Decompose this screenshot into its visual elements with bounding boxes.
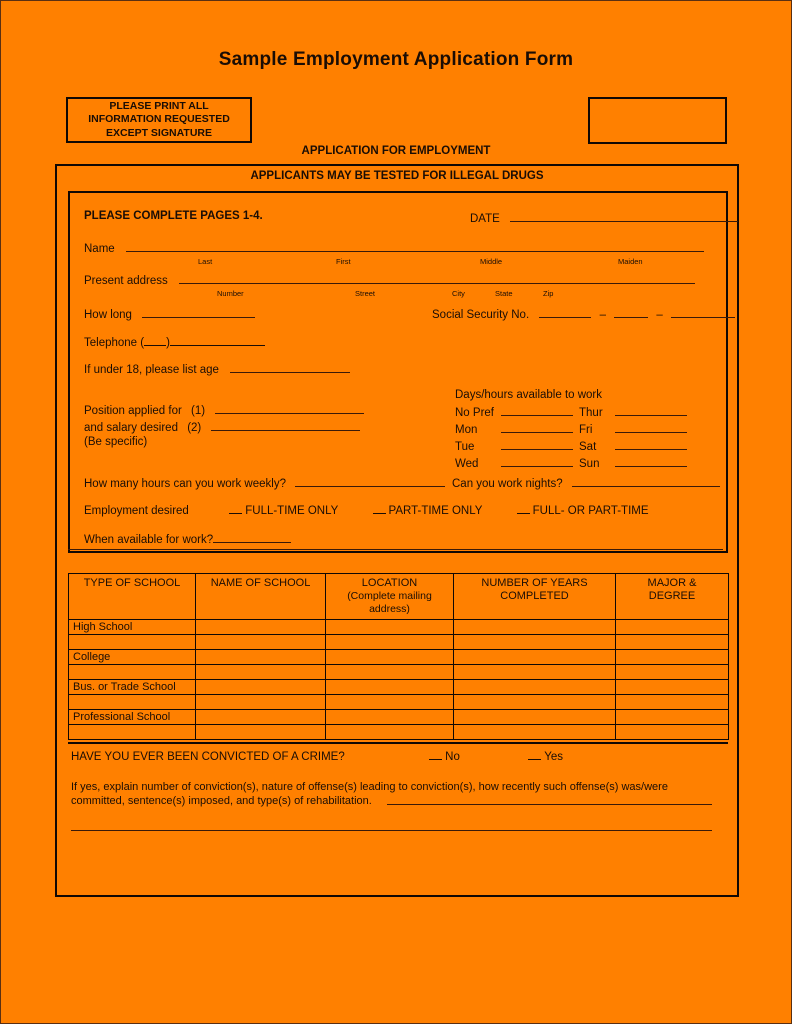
education-cell-location[interactable] (326, 620, 454, 635)
under-18-age-input[interactable] (230, 361, 350, 373)
education-row-label[interactable] (69, 695, 196, 710)
day-input-mon[interactable] (501, 421, 573, 433)
education-col-location (326, 574, 454, 620)
conviction-section-separator (68, 742, 728, 744)
date-input[interactable] (510, 210, 738, 222)
work-nights-label: Can you work nights? (452, 478, 563, 490)
education-cell-years[interactable] (454, 635, 616, 650)
day-label-no-pref: No Pref (455, 407, 494, 419)
day-label-thur: Thur (579, 407, 603, 419)
education-cell-years[interactable] (454, 710, 616, 725)
education-cell-name[interactable] (196, 710, 326, 725)
weekly-hours-label: How many hours can you work weekly? (84, 478, 286, 490)
conviction-no-checkbox[interactable] (429, 750, 442, 760)
employment-option-either-label: FULL- OR PART-TIME (532, 505, 649, 517)
education-cell-years[interactable] (454, 665, 616, 680)
employment-desired-label: Employment desired (84, 505, 189, 517)
education-col-location-subtitle: (Complete mailing address) (347, 590, 432, 615)
table-row (69, 635, 729, 650)
name-caption-middle: Middle (480, 257, 503, 266)
education-col-years-title: NUMBER OF YEARS (481, 577, 588, 589)
day-input-sun[interactable] (615, 455, 687, 467)
weekly-hours-field-group (84, 475, 445, 490)
education-cell-major[interactable] (616, 620, 729, 635)
name-field-group (84, 240, 704, 255)
education-cell-name[interactable] (196, 665, 326, 680)
address-caption-number: Number (217, 289, 244, 298)
ssn-separator-2: – (656, 309, 663, 321)
day-input-no-pref[interactable] (501, 404, 573, 416)
telephone-number-input[interactable] (170, 334, 265, 346)
table-row (69, 650, 729, 665)
personal-information-panel (68, 191, 728, 553)
education-row-label: Bus. or Trade School (69, 680, 196, 695)
education-cell-major[interactable] (616, 710, 729, 725)
education-cell-location[interactable] (326, 635, 454, 650)
education-col-major-subtitle: DEGREE (648, 590, 696, 602)
day-label-sat: Sat (579, 441, 597, 453)
education-table-body (69, 620, 729, 740)
education-cell-years[interactable] (454, 725, 616, 740)
salary-desired-row (84, 419, 360, 434)
under-18-age-label: If under 18, please list age (84, 364, 219, 376)
how-long-input[interactable] (142, 306, 255, 318)
personal-panel-bottom-rule (68, 549, 723, 550)
table-row (69, 695, 729, 710)
salary-desired-input[interactable] (211, 419, 360, 431)
education-cell-location[interactable] (326, 725, 454, 740)
education-cell-name[interactable] (196, 650, 326, 665)
name-label: Name (84, 243, 115, 255)
work-nights-input[interactable] (572, 475, 720, 487)
position-applied-number: (1) (191, 405, 206, 417)
name-caption-maiden: Maiden (618, 257, 643, 266)
education-cell-years[interactable] (454, 620, 616, 635)
page-title: Sample Employment Application Form (218, 49, 574, 70)
days-hours-title: Days/hours available to work (455, 389, 603, 401)
telephone-field-group (84, 334, 265, 349)
employment-option-full-time-checkbox[interactable] (229, 504, 242, 514)
application-for-employment-heading: APPLICATION FOR EMPLOYMENT (301, 145, 491, 157)
position-applied-row (84, 402, 364, 417)
when-available-input[interactable] (213, 531, 291, 543)
days-hours-grid (455, 404, 693, 471)
table-row (69, 665, 729, 680)
day-label-mon: Mon (455, 424, 478, 436)
days-hours-available-block (455, 388, 693, 471)
print-instructions-box (66, 97, 252, 143)
name-input[interactable] (126, 240, 704, 252)
present-address-input[interactable] (179, 272, 695, 284)
address-caption-city: City (452, 289, 465, 298)
how-long-field-group (84, 306, 255, 321)
conviction-no-label: No (445, 751, 460, 763)
education-cell-location[interactable] (326, 650, 454, 665)
present-address-field-group (84, 272, 695, 287)
telephone-paren-close: ) (166, 337, 170, 349)
conviction-explain-input-2[interactable] (71, 830, 712, 831)
ssn-part-2-input[interactable] (614, 306, 648, 318)
education-cell-location[interactable] (326, 695, 454, 710)
education-row-label[interactable] (69, 635, 196, 650)
education-col-name-of-school-title: NAME OF SCHOOL (210, 577, 311, 589)
education-col-type-of-school (69, 574, 196, 620)
education-col-major (616, 574, 729, 620)
day-label-sun: Sun (579, 458, 600, 470)
education-cell-years[interactable] (454, 650, 616, 665)
education-cell-name[interactable] (196, 725, 326, 740)
day-input-sat[interactable] (615, 438, 687, 450)
education-table (68, 573, 729, 740)
form-outer-frame (55, 164, 739, 897)
date-field-group (470, 210, 738, 225)
education-cell-major[interactable] (616, 680, 729, 695)
conviction-explain-text: If yes, explain number of conviction(s), nature of offense(s) leading to conviction(s), how recently such offense(s) was/were committed, sentence(s) imposed, and type(s) of rehabilitation. (71, 781, 668, 807)
day-input-thur[interactable] (615, 404, 687, 416)
employment-option-full-time-label: FULL-TIME ONLY (245, 505, 339, 517)
education-cell-location[interactable] (326, 665, 454, 680)
drug-testing-banner: APPLICANTS MAY BE TESTED FOR ILLEGAL DRUGS (250, 170, 544, 182)
education-col-major-title: MAJOR & (647, 577, 697, 589)
conviction-yes-label: Yes (544, 751, 564, 763)
education-cell-name[interactable] (196, 680, 326, 695)
education-row-label[interactable] (69, 725, 196, 740)
day-input-fri[interactable] (615, 421, 687, 433)
office-use-stamp-box[interactable] (588, 97, 727, 144)
weekly-hours-input[interactable] (295, 475, 445, 487)
education-cell-name[interactable] (196, 620, 326, 635)
work-nights-field-group (452, 475, 720, 490)
salary-desired-number: (2) (187, 422, 202, 434)
name-caption-last: Last (198, 257, 213, 266)
table-row (69, 710, 729, 725)
employment-option-part-time-label: PART-TIME ONLY (388, 505, 483, 517)
education-col-name-of-school (196, 574, 326, 620)
position-applied-input[interactable] (215, 402, 364, 414)
education-cell-major[interactable] (616, 695, 729, 710)
education-table-header-row (69, 574, 729, 620)
salary-desired-label: and salary desired (84, 422, 178, 434)
date-label: DATE (470, 213, 500, 225)
education-cell-years[interactable] (454, 680, 616, 695)
table-row (69, 725, 729, 740)
address-caption-zip: Zip (543, 289, 554, 298)
complete-pages-note: PLEASE COMPLETE PAGES 1-4. (84, 210, 263, 222)
day-label-tue: Tue (455, 441, 475, 453)
education-row-label[interactable] (69, 665, 196, 680)
day-input-wed[interactable] (501, 455, 573, 467)
print-instructions-line-3: EXCEPT SIGNATURE (106, 126, 212, 139)
table-row (69, 620, 729, 635)
education-cell-major[interactable] (616, 725, 729, 740)
education-row-label: High School (69, 620, 196, 635)
education-col-type-of-school-title: TYPE OF SCHOOL (83, 577, 181, 589)
employment-desired-row (84, 504, 649, 517)
education-cell-major[interactable] (616, 665, 729, 680)
employment-option-either-checkbox[interactable] (517, 504, 530, 514)
under-18-age-field-group (84, 361, 350, 376)
telephone-area-code-input[interactable] (144, 334, 166, 346)
ssn-field-group (432, 306, 735, 321)
name-caption-first: First (336, 257, 351, 266)
how-long-label: How long (84, 309, 132, 321)
education-cell-location[interactable] (326, 710, 454, 725)
address-caption-state: State (495, 289, 513, 298)
day-input-tue[interactable] (501, 438, 573, 450)
day-label-wed: Wed (455, 458, 479, 470)
conviction-question-label: HAVE YOU EVER BEEN CONVICTED OF A CRIME? (71, 751, 345, 763)
telephone-label: Telephone ( (84, 337, 145, 349)
education-row-label: Professional School (69, 710, 196, 725)
when-available-field-group (84, 531, 291, 546)
education-col-years (454, 574, 616, 620)
ssn-part-3-input[interactable] (671, 306, 735, 318)
education-cell-name[interactable] (196, 695, 326, 710)
when-available-label: When available for work? (84, 534, 214, 546)
education-cell-location[interactable] (326, 680, 454, 695)
conviction-yes-checkbox[interactable] (528, 750, 541, 760)
day-label-fri: Fri (579, 424, 593, 436)
education-col-location-title: LOCATION (361, 577, 418, 589)
education-cell-major[interactable] (616, 650, 729, 665)
table-row (69, 680, 729, 695)
be-specific-note: (Be specific) (84, 436, 148, 448)
present-address-label: Present address (84, 275, 168, 287)
education-col-years-subtitle: COMPLETED (500, 590, 569, 602)
ssn-label: Social Security No. (432, 309, 530, 321)
education-cell-name[interactable] (196, 635, 326, 650)
employment-option-part-time-checkbox[interactable] (373, 504, 386, 514)
print-instructions-line-2: INFORMATION REQUESTED (88, 113, 230, 126)
ssn-part-1-input[interactable] (539, 306, 591, 318)
education-cell-years[interactable] (454, 695, 616, 710)
position-applied-label: Position applied for (84, 405, 182, 417)
conviction-explain-input-1[interactable] (387, 804, 712, 805)
education-cell-major[interactable] (616, 635, 729, 650)
ssn-separator-1: – (599, 309, 606, 321)
education-row-label: College (69, 650, 196, 665)
conviction-question-row (71, 750, 563, 763)
address-caption-street: Street (355, 289, 376, 298)
print-instructions-line-1: PLEASE PRINT ALL (109, 99, 209, 112)
